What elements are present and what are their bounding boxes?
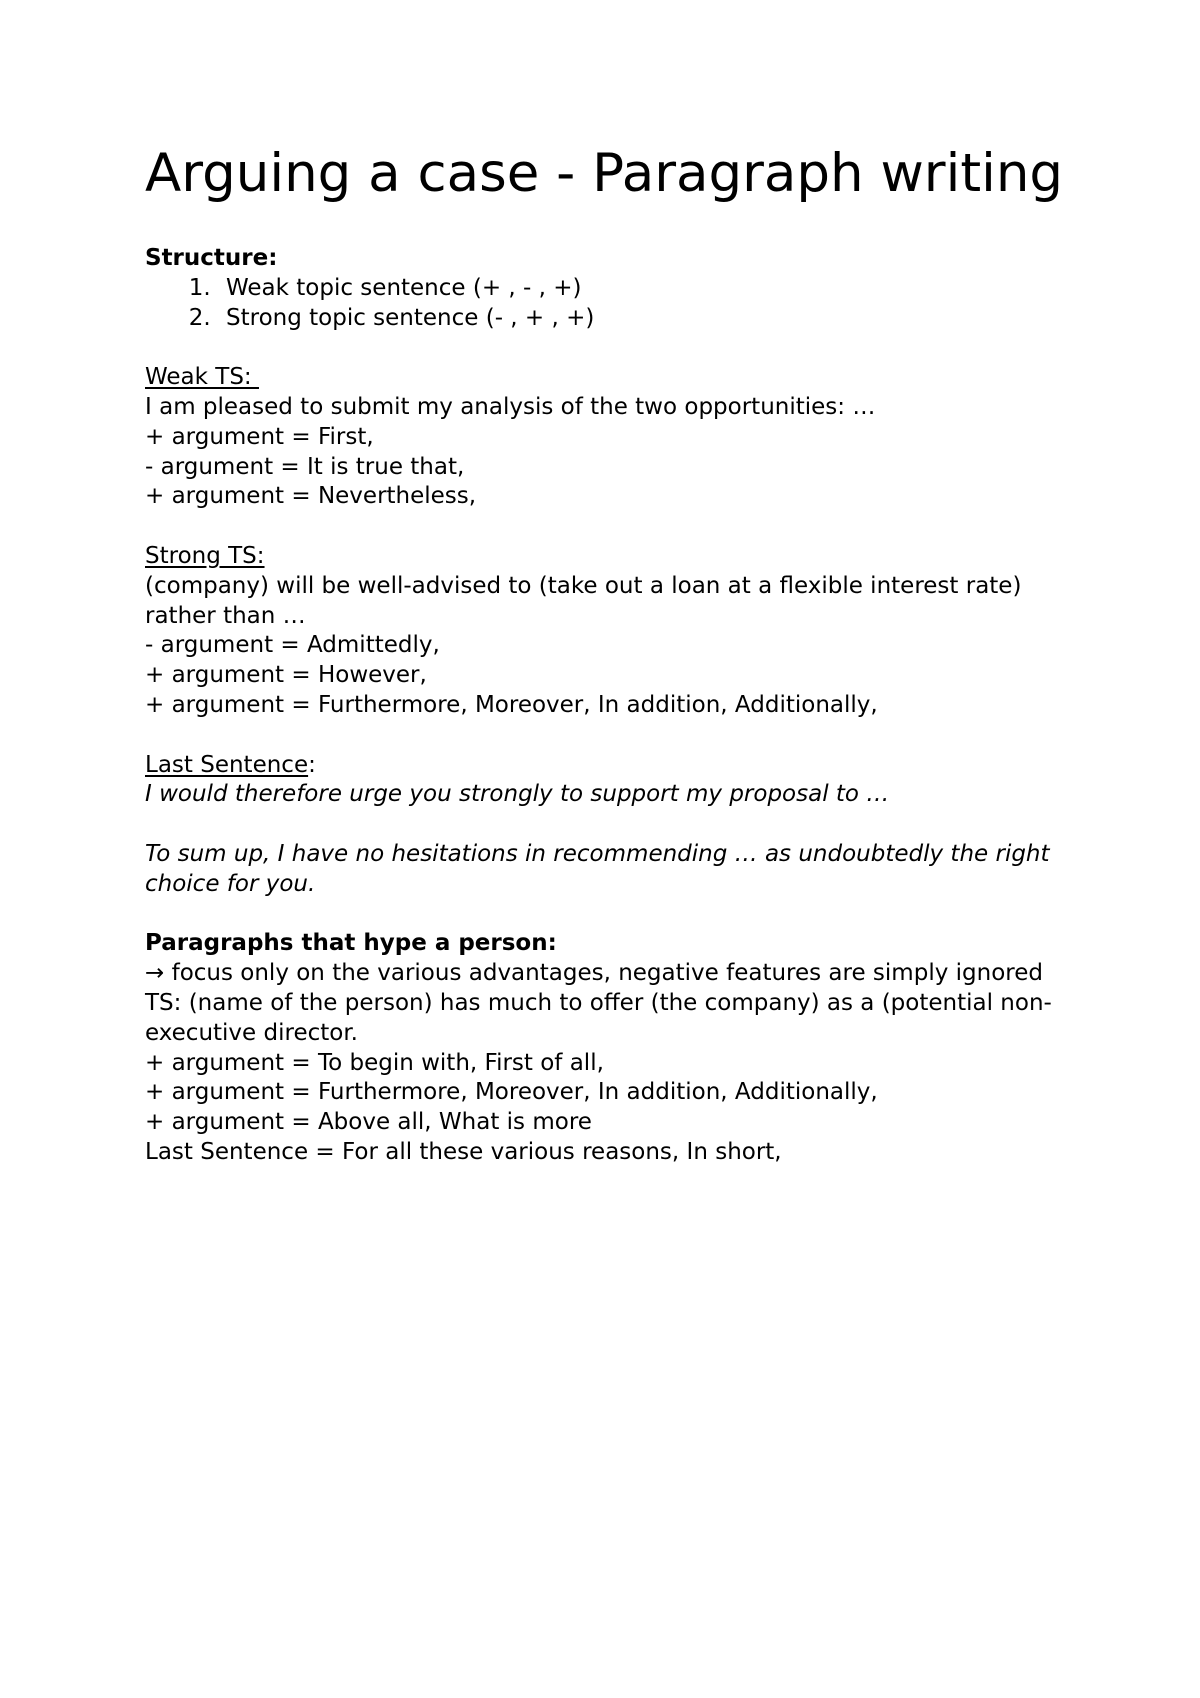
strong-ts-line: - argument = Admittedly,	[145, 632, 440, 659]
last-sentence-example: I would therefore urge you strongly to support my proposal to …	[145, 781, 890, 808]
weak-ts-heading-line	[145, 363, 1085, 393]
hype-line: + argument = Furthermore, Moreover, In addition, Additionally,	[145, 1079, 878, 1106]
hype-heading: Paragraphs that hype a person:	[145, 930, 557, 957]
hype-line: + argument = To begin with, First of all,	[145, 1049, 604, 1076]
strong-ts-line: + argument = Furthermore, Moreover, In addition, Additionally,	[145, 691, 878, 718]
last-sentence-heading: Last Sentence	[145, 751, 309, 778]
last-sentence-heading-line	[145, 751, 1085, 781]
hype-line: + argument = Above all, What is more	[145, 1109, 592, 1136]
strong-ts-heading: Strong TS:	[145, 542, 265, 569]
last-sentence-colon: :	[308, 751, 316, 778]
document-body	[145, 244, 1085, 1168]
document-page	[145, 142, 1085, 1168]
hype-arrow-text: focus only on the various advantages, negative features are simply ignored	[164, 960, 1043, 987]
strong-ts-line: + argument = However,	[145, 662, 427, 689]
weak-ts-line: I am pleased to submit my analysis of the two opportunities: …	[145, 393, 876, 420]
structure-heading: Structure:	[145, 245, 278, 271]
strong-ts-heading-line	[145, 542, 1085, 572]
structure-item: 1. Weak topic sentence (+ , - , +)	[218, 274, 1085, 304]
structure-item: 2. Strong topic sentence (- , + , +)	[218, 304, 1085, 334]
spacer	[145, 810, 1085, 840]
last-sentence-example: To sum up, I have no hesitations in recommending … as undoubtedly the right choice for you.	[145, 840, 1057, 897]
structure-list	[145, 274, 1085, 334]
weak-ts-line: + argument = Nevertheless,	[145, 483, 477, 510]
hype-line: Last Sentence = For all these various reasons, In short,	[145, 1138, 782, 1165]
hype-arrow-line	[145, 959, 1085, 989]
strong-ts-line: (company) will be well-advised to (take out a loan at a flexible interest rate) rather than …	[145, 572, 1029, 629]
weak-ts-heading: Weak TS:	[145, 364, 259, 391]
hype-line: TS: (name of the person) has much to offer (the company) as a (potential non-executive director.	[145, 989, 1052, 1046]
document-title: Arguing a case - Paragraph writing	[145, 143, 1064, 204]
arrow-right-icon: →	[145, 960, 165, 987]
weak-ts-line: - argument = It is true that,	[145, 453, 465, 480]
spacer	[145, 900, 1085, 930]
spacer	[145, 512, 1085, 542]
weak-ts-line: + argument = First,	[145, 423, 374, 450]
spacer	[145, 333, 1085, 363]
spacer	[145, 721, 1085, 751]
